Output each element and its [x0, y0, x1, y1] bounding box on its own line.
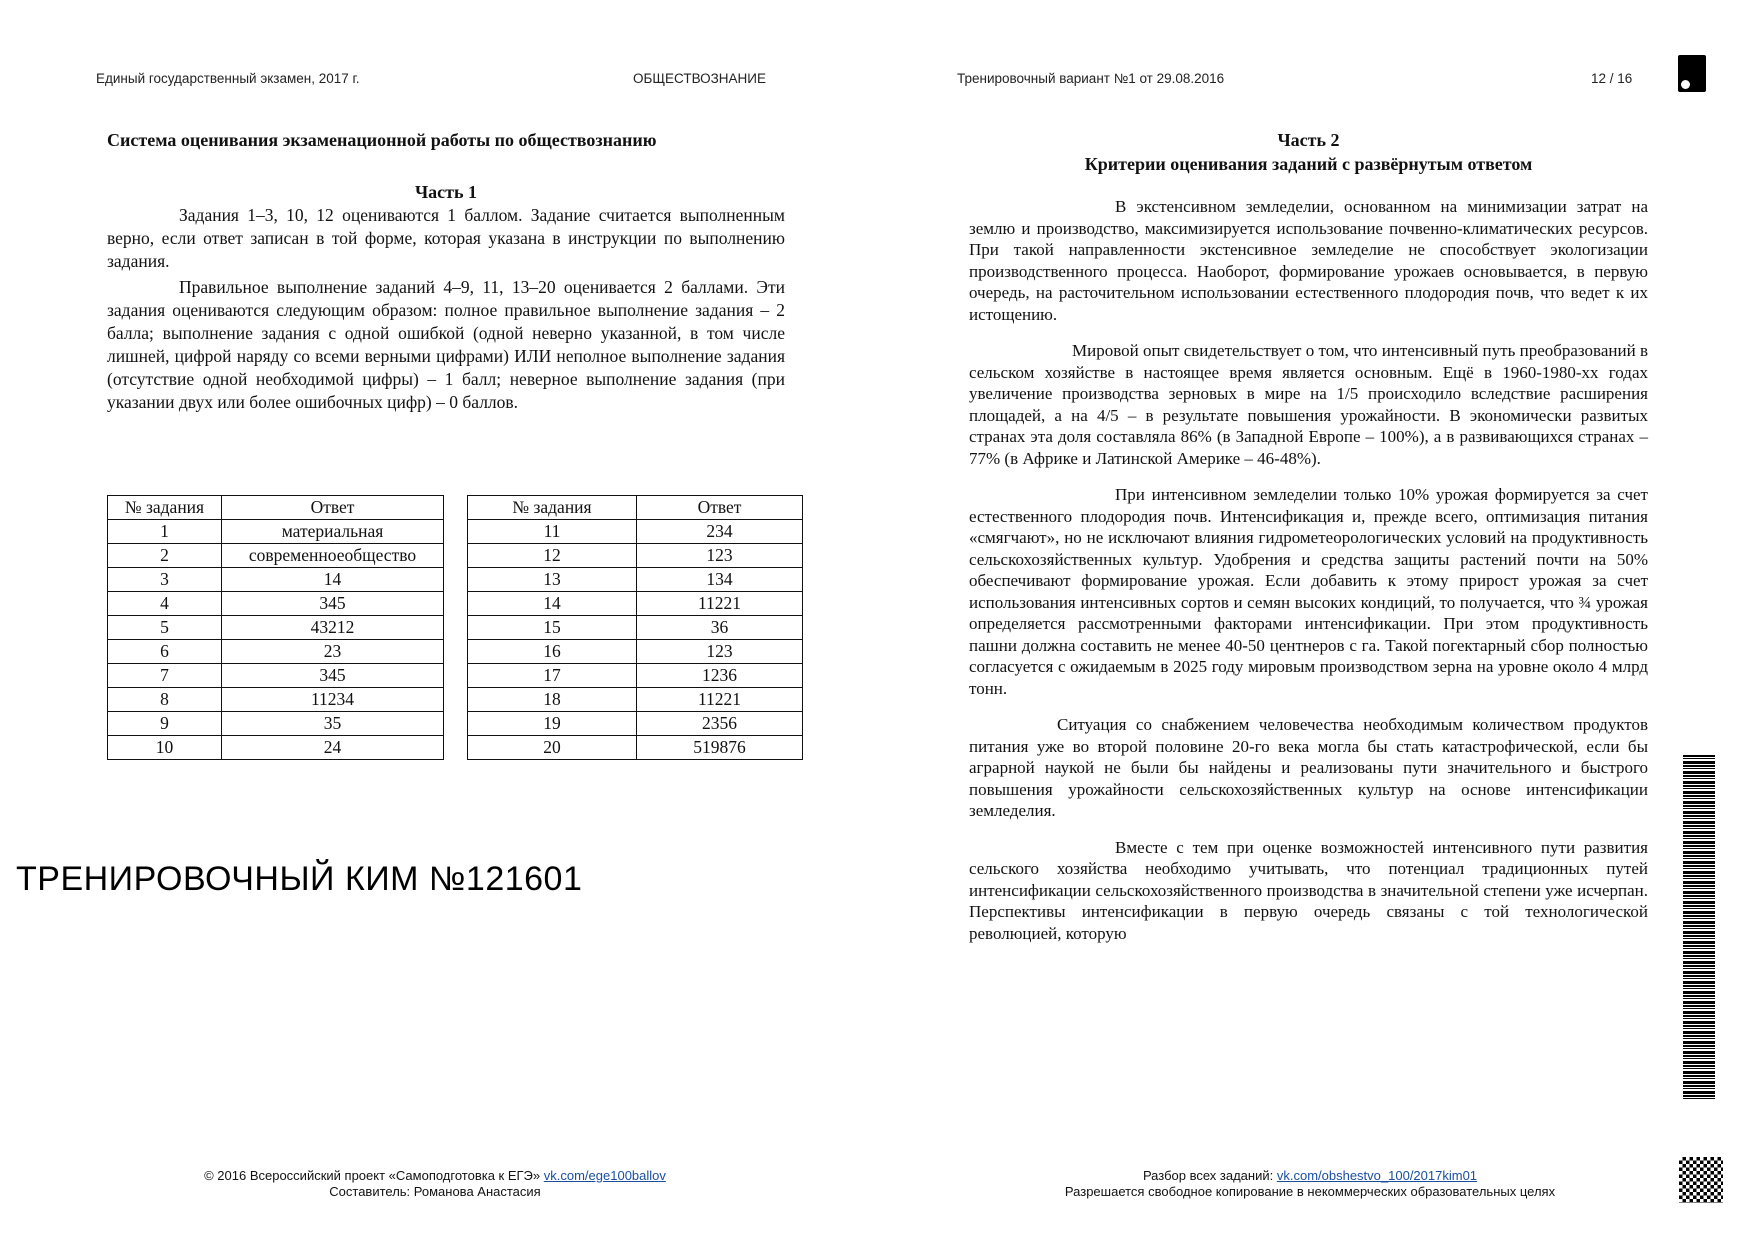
- table-row: [108, 688, 444, 712]
- answer-cell: 123: [637, 640, 803, 664]
- task-number-cell: 18: [468, 688, 637, 712]
- part2-paragraph-4: Ситуация со снабжением человечества необходимым количеством продуктов питания уже во второй половине 20-го века могла бы стать катастрофической, если бы аграрной наукой не были бы найдены и реализованы пути значительного и быстрого повышения урожайности сельскохозяйственных культур на основе интенсификации земледелия.: [969, 715, 1648, 820]
- task-number-cell: 13: [468, 568, 637, 592]
- answer-cell: 2356: [637, 712, 803, 736]
- col-header-number: № задания: [468, 496, 637, 520]
- col-header-answer: Ответ: [637, 496, 803, 520]
- table-row: [108, 520, 444, 544]
- part1-paragraph-2: Правильное выполнение заданий 4–9, 11, 13–20 оценивается 2 баллами. Эти задания оцениваются следующим образом: полное правильное выполнение задания – 2 балла; выполнение задания с одной ошибкой (одной неверно указанной, в том числе лишней, цифрой наряду со всеми верными цифрами) ИЛИ неполное выполнение задания (отсутствие одной необходимой цифры) – 1 балл; неверное выполнение задания (при указании двух или более ошибочных цифр) – 0 баллов.: [107, 277, 785, 412]
- table-row: [108, 592, 444, 616]
- col-header-number: № задания: [108, 496, 222, 520]
- logo-icon: [1678, 55, 1706, 92]
- answer-cell: 35: [222, 712, 444, 736]
- part1-heading: Часть 1: [414, 182, 478, 202]
- answer-cell: 36: [637, 616, 803, 640]
- table-row: [108, 616, 444, 640]
- answer-cell: 123: [637, 544, 803, 568]
- part1-paragraph-1: Задания 1–3, 10, 12 оцениваются 1 баллом. Задание считается выполненным верно, если ответ записан в той форме, которая указана в инструкции по выполнению задания.: [107, 205, 785, 271]
- answer-cell: 43212: [222, 616, 444, 640]
- answer-cell: 519876: [637, 736, 803, 760]
- task-number-cell: 19: [468, 712, 637, 736]
- answer-cell: 1236: [637, 664, 803, 688]
- footer-copyright: © 2016 Всероссийский проект «Самоподготовка к ЕГЭ»: [204, 1168, 541, 1183]
- part2-paragraph-1: В экстенсивном земледелии, основанном на минимизации затрат на землю и производство, максимизируется использование почвенно-климатических ресурсов. При такой направленности экстенсивное земледелие не способствует экологизации производственного процесса. Наоборот, формирование урожаев основывается, в первую очередь, на расточительном использовании естественного плодородия почв, что ведет к их истощению.: [969, 197, 1648, 324]
- task-number-cell: 9: [108, 712, 222, 736]
- part2-paragraph-2: Мировой опыт свидетельствует о том, что интенсивный путь преобразований в сельском хозяйстве в настоящее время является основным. Ещё в 1960-1980-хх годах увеличение производства зерновых в мире на 1/5 происходило вследствие расширения площадей, а на 4/5 – в результате повышения урожайности. В экономически развитых странах эта доля составляла 86% (в Западной Европе – 100%), а в развивающихся странах – 77% (в Африке и Латинской Америке – 46-48%).: [969, 341, 1648, 468]
- watermark: ТРЕНИРОВОЧНЫЙ КИМ №121601: [16, 860, 583, 898]
- table-row: [468, 568, 803, 592]
- footer-license: Разрешается свободное копирование в некоммерческих образовательных целях: [1064, 1184, 1556, 1199]
- task-number-cell: 8: [108, 688, 222, 712]
- table-row: [468, 712, 803, 736]
- answer-cell: 23: [222, 640, 444, 664]
- answer-cell: 14: [222, 568, 444, 592]
- footer-link-ege100ballov[interactable]: vk.com/ege100ballov: [543, 1168, 666, 1183]
- answers-table-2: [467, 495, 803, 760]
- task-number-cell: 17: [468, 664, 637, 688]
- answer-cell: 345: [222, 592, 444, 616]
- answer-cell: современноеобщество: [222, 544, 444, 568]
- table-row: [468, 736, 803, 760]
- task-number-cell: 4: [108, 592, 222, 616]
- answer-cell: 11221: [637, 592, 803, 616]
- table-row: [108, 736, 444, 760]
- answer-cell: 24: [222, 736, 444, 760]
- table-row: [468, 664, 803, 688]
- right-column: [969, 128, 1648, 944]
- answer-cell: 11221: [637, 688, 803, 712]
- footer-left: [150, 1168, 720, 1200]
- answer-cell: 345: [222, 664, 444, 688]
- col-header-answer: Ответ: [222, 496, 444, 520]
- footer-analysis-label: Разбор всех заданий:: [1142, 1168, 1274, 1183]
- task-number-cell: 11: [468, 520, 637, 544]
- task-number-cell: 12: [468, 544, 637, 568]
- header-exam: Единый государственный экзамен, 2017 г.: [96, 71, 360, 86]
- task-number-cell: 20: [468, 736, 637, 760]
- answer-cell: 234: [637, 520, 803, 544]
- header-subject: ОБЩЕСТВОЗНАНИЕ: [633, 71, 766, 86]
- task-number-cell: 7: [108, 664, 222, 688]
- footer-right: [980, 1168, 1640, 1200]
- table-row: [468, 592, 803, 616]
- table-row: [108, 664, 444, 688]
- qr-code-icon: [1679, 1157, 1723, 1203]
- answers-table-1: [107, 495, 444, 760]
- part2-subtitle: Критерии оценивания заданий с развёрнутым ответом: [1084, 154, 1533, 174]
- part2-paragraph-5: Вместе с тем при оценке возможностей интенсивного пути развития сельского хозяйства необходимо учитывать, что потенциал традиционных путей интенсификации сельскохозяйственного производства в значительной степени уже исчерпан. Перспективы интенсификации в первую очередь связаны с той технологической революцией, которую: [969, 837, 1648, 943]
- task-number-cell: 3: [108, 568, 222, 592]
- table-row: [108, 544, 444, 568]
- part2-heading: Часть 2: [1277, 130, 1340, 150]
- table-row: [108, 640, 444, 664]
- task-number-cell: 6: [108, 640, 222, 664]
- part2-paragraph-3: При интенсивном земледелии только 10% урожая формируется за счет естественного плодородия почв. Интенсификация и, прежде всего, оптимизация питания «смягчают», но не исключают влияния гидрометеорологических условий на продуктивность сельскохозяйственных культур. Удобрения и средства защиты растений почти на 50% обеспечивают формирование урожая. Если добавить к этому прирост урожая за счет использования интенсивных сортов и семян высоких кондиций, то получается, что ¾ урожая определяется рассмотренными факторами интенсификации. При этом продуктивность пашни должна составить не менее 40-50 центнеров с га. Такой погектарный сбор полностью согласуется с ожидаемым в 2025 году мировым производством зерна на уровне около 4 млрд тонн.: [969, 485, 1648, 698]
- answer-cell: 134: [637, 568, 803, 592]
- page-title: Система оценивания экзаменационной работы по обществознанию: [107, 130, 657, 150]
- table-row: [108, 568, 444, 592]
- task-number-cell: 15: [468, 616, 637, 640]
- task-number-cell: 10: [108, 736, 222, 760]
- answer-cell: 11234: [222, 688, 444, 712]
- answer-cell: материальная: [222, 520, 444, 544]
- barcode-icon: [1683, 755, 1715, 1100]
- task-number-cell: 1: [108, 520, 222, 544]
- task-number-cell: 16: [468, 640, 637, 664]
- footer-author: Составитель: Романова Анастасия: [329, 1184, 541, 1199]
- left-column: [107, 128, 785, 414]
- footer-link-kim01[interactable]: vk.com/obshestvo_100/2017kim01: [1276, 1168, 1478, 1183]
- task-number-cell: 14: [468, 592, 637, 616]
- table-row: [468, 544, 803, 568]
- header-page-number: 12 / 16: [1591, 71, 1633, 86]
- table-row: [108, 712, 444, 736]
- task-number-cell: 5: [108, 616, 222, 640]
- task-number-cell: 2: [108, 544, 222, 568]
- header-variant: Тренировочный вариант №1 от 29.08.2016: [957, 71, 1225, 86]
- table-row: [468, 520, 803, 544]
- table-row: [468, 688, 803, 712]
- table-row: [468, 616, 803, 640]
- table-row: [468, 640, 803, 664]
